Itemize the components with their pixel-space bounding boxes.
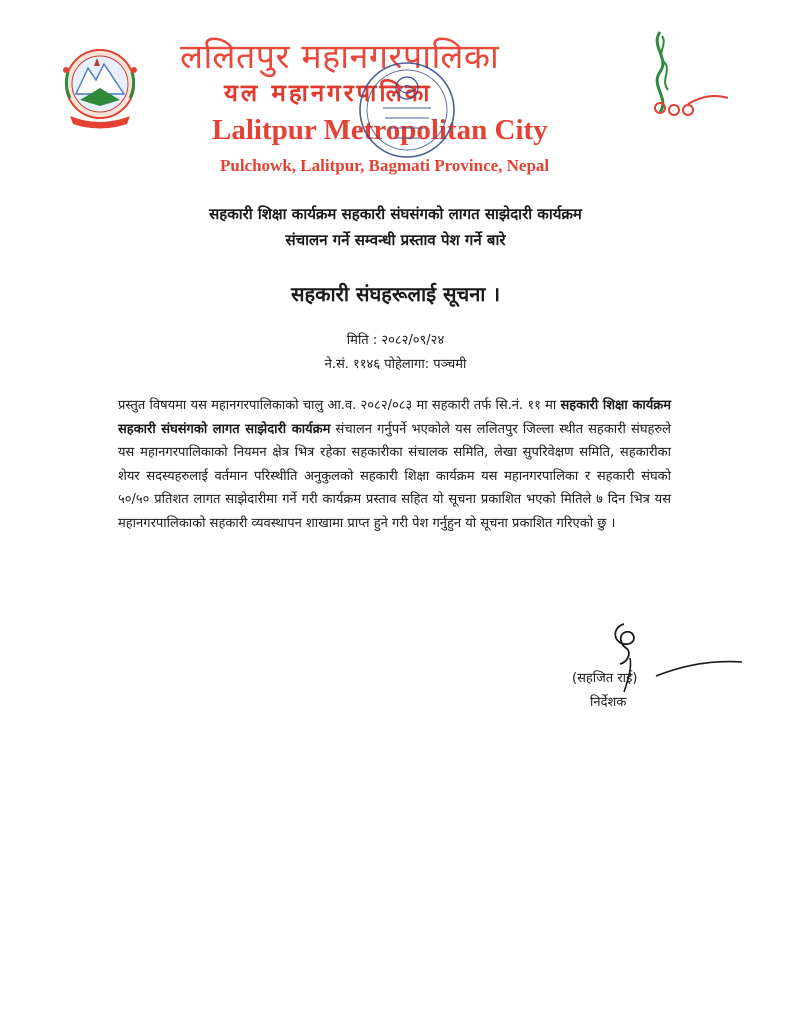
signatory-name: (सहजित राई) <box>572 671 638 686</box>
letterhead-name-nepali: ललितपुर महानगरपालिका <box>180 37 500 77</box>
letterhead-name-english: Lalitpur Metropolitan City <box>212 114 548 146</box>
city-side-logo <box>640 30 732 120</box>
subject-line-2: संचालन गर्ने सम्वन्धी प्रस्ताव पेश गर्ने बारे <box>285 231 506 249</box>
body-text-part-1: प्रस्तुत विषयमा यस महानगरपालिकाको चालु आ.व. २०८२/०८३ मा सहकारी तर्फ सि.नं. ११ मा <box>118 398 561 413</box>
subject-line-1: सहकारी शिक्षा कार्यक्रम सहकारी संघसंगको लागत साझेदारी कार्यक्रम <box>209 205 582 223</box>
letterhead-name-newa: यल महानगरपालिका <box>224 78 433 107</box>
body-text-bold: सहकारी शिक्षा कार्यक्रम सहकारी संघसंगको लागत साझेदारी कार्यक्रम <box>118 398 671 437</box>
date-line-ns: ने.सं. ११४६ पोहेलागा: पञ्चमी <box>324 357 467 372</box>
body-text-part-2: संचालन गर्नुपर्ने भएकोले यस ललितपुर जिल्ला स्थीत सहकारी संघहरुले यस महानगरपालिकाको नियमन क्षेत्र भित्र रहेका सहकारीका संचालक समिति, लेखा सुपरिवेक्षण समिति, सहकारीका शेयर सदस्यहरुलाई वर्तमान परिस्थीति अनुकुलको सहकारी शिक्षा कार्यक्रम यस महानगरपालिका र सहकारी संघको ५०/५० प्रतिशत लागत साझेदारीमा गर्ने गरी कार्यक्रम प्रस्ताव सहित यो सूचना प्रकाशित भएको मितिले ७ दिन भित्र यस महानगरपालिकाको सहकारी व्यवस्थापन शाखामा प्राप्त हुने गरी पेश गर्नुहुन यो सूचना प्रकाशित गरिएको छु । <box>118 421 671 531</box>
notice-heading: सहकारी संघहरूलाई सूचना । <box>290 282 501 306</box>
date-line-bs: मिति : २०८२/०९/२४ <box>346 333 445 348</box>
notice-body <box>118 394 671 536</box>
office-stamp <box>357 60 457 160</box>
nepal-emblem-logo <box>60 42 140 132</box>
letterhead-address: Pulchowk, Lalitpur, Bagmati Province, Nepal <box>220 156 550 175</box>
signatory-designation: निर्देशक <box>590 695 627 710</box>
